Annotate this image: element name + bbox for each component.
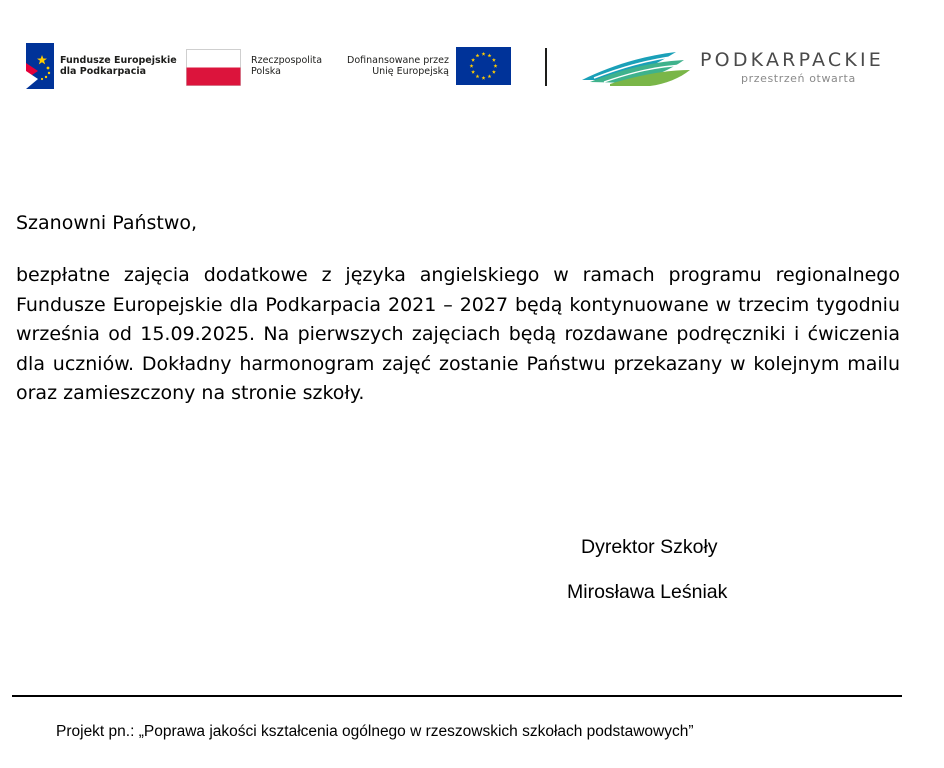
logo-bar [0, 0, 944, 110]
signature-name: Mirosława Leśniak [567, 581, 728, 603]
poland-flag-icon [186, 49, 241, 86]
poland-logo-text [251, 55, 322, 77]
letter-body: bezpłatne zajęcia dodatkowe z języka angielskiego w ramach programu regionalnego Fundusze Europejskie dla Podkarpacia 2021 – 2027 będą kontynuowane w trzecim tygodniu września od 15.09.2025. Na pierwszych zajęciach będą rozdawane podręczniki i ćwiczenia dla uczniów. Dokładny harmonogram zajęć zostanie Państwu przekazany w kolejnym mailu oraz zamieszczony na stronie szkoły. [16, 264, 900, 405]
eu-logo-text [344, 55, 449, 77]
funds-logo-text [60, 55, 177, 77]
eu-flag-icon [456, 47, 511, 85]
podkarpackie-title: PODKARPACKIE [700, 49, 885, 71]
poland-logo-line1: Rzeczpospolita [251, 55, 323, 66]
podkarpackie-subtitle: przestrzeń otwarta [741, 72, 856, 85]
footer-project-title: Projekt pn.: „Poprawa jakości kształcenia ogólnego w rzeszowskich szkołach podstawowych” [56, 723, 694, 740]
eu-logo-line2: Unię Europejską [372, 66, 449, 77]
funds-logo-line1: Fundusze Europejskie [60, 55, 177, 66]
podkarpackie-hills-icon [580, 40, 690, 86]
signature-title: Dyrektor Szkoły [581, 536, 718, 558]
footer-divider [12, 695, 902, 697]
poland-logo-line2: Polska [251, 66, 281, 77]
eu-logo-line1: Dofinansowane przez [347, 55, 449, 66]
letter-salutation: Szanowni Państwo, [16, 212, 198, 234]
funds-flag-icon [26, 43, 54, 89]
logo-separator [545, 48, 547, 86]
funds-logo-line2: dla Podkarpacia [60, 66, 146, 77]
